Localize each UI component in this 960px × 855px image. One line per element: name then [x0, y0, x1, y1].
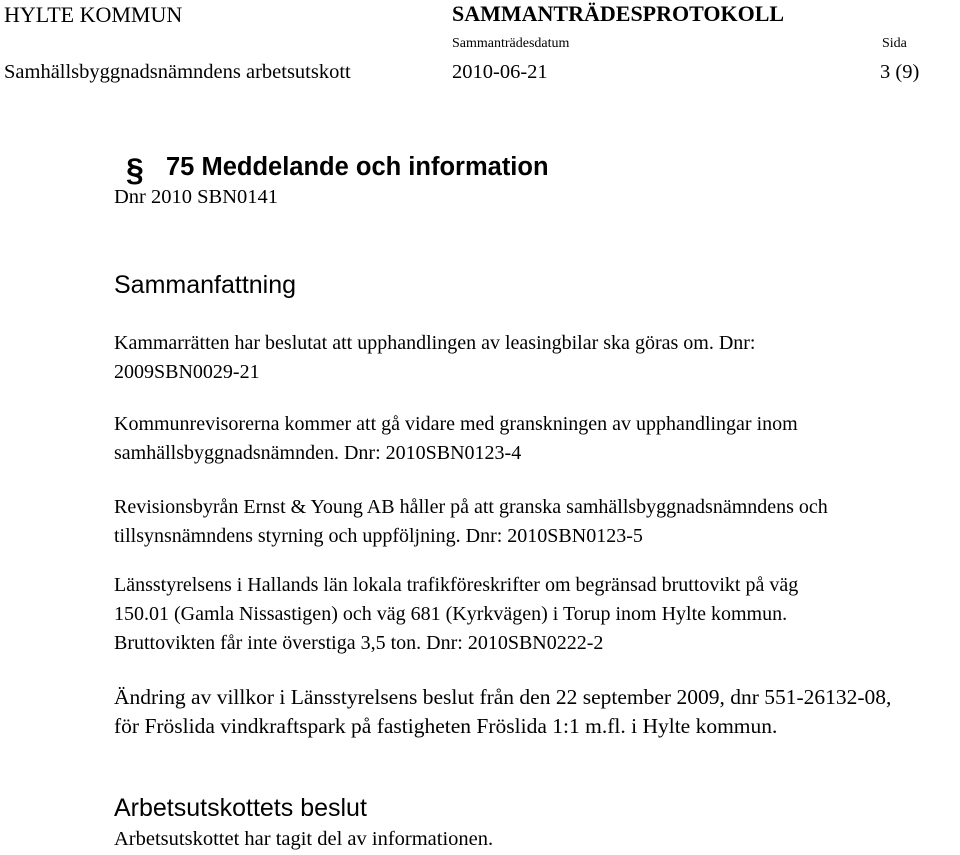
paragraph-line: Bruttovikten får inte överstiga 3,5 ton. Dnr: 2010SBN0222-2	[114, 632, 604, 654]
decision-text: Arbetsutskottet har tagit del av informationen.	[114, 828, 494, 850]
committee-name: Samhällsbyggnadsnämndens arbetsutskott	[4, 61, 351, 83]
page-label: Sida	[882, 36, 907, 51]
paragraph-line: Kammarrätten har beslutat att upphandlingen av leasingbilar ska göras om. Dnr:	[114, 332, 756, 354]
paragraph-line: Revisionsbyrån Ernst & Young AB håller på att granska samhällsbyggnadsnämndens och	[114, 496, 828, 518]
paragraph-line: tillsynsnämndens styrning och uppföljning. Dnr: 2010SBN0123-5	[114, 525, 643, 547]
decision-heading: Arbetsutskottets beslut	[114, 794, 367, 822]
summary-paragraph	[114, 410, 798, 468]
organization-name: HYLTE KOMMUN	[4, 2, 183, 27]
page-number: 3 (9)	[880, 61, 920, 83]
meeting-date: 2010-06-21	[452, 61, 548, 83]
paragraph-line: 2009SBN0029-21	[114, 361, 260, 383]
summary-paragraph	[114, 493, 828, 551]
paragraph-line: Kommunrevisorerna kommer att gå vidare med granskningen av upphandlingar inom	[114, 413, 798, 435]
paragraph-line: Länsstyrelsens i Hallands län lokala trafikföreskrifter om begränsad bruttovikt på väg	[114, 574, 799, 596]
paragraph-line: för Fröslida vindkraftspark på fastigheten Fröslida 1:1 m.fl. i Hylte kommun.	[114, 714, 778, 738]
section-dnr: Dnr 2010 SBN0141	[114, 186, 279, 208]
paragraph-line: 150.01 (Gamla Nissastigen) och väg 681 (Kyrkvägen) i Torup inom Hylte kommun.	[114, 603, 788, 625]
meeting-date-label: Sammanträdesdatum	[452, 36, 570, 51]
paragraph-line: Ändring av villkor i Länsstyrelsens beslut från den 22 september 2009, dnr 551-26132-08,	[114, 685, 892, 709]
section-symbol: §	[126, 152, 144, 188]
section-title: 75 Meddelande och information	[166, 153, 549, 181]
summary-heading: Sammanfattning	[114, 271, 297, 299]
summary-paragraph	[114, 683, 891, 741]
document-title: SAMMANTRÄDESPROTOKOLL	[452, 1, 785, 26]
summary-paragraph	[114, 571, 798, 658]
summary-paragraph	[114, 329, 755, 387]
paragraph-line: samhällsbyggnadsnämnden. Dnr: 2010SBN0123-4	[114, 442, 522, 464]
